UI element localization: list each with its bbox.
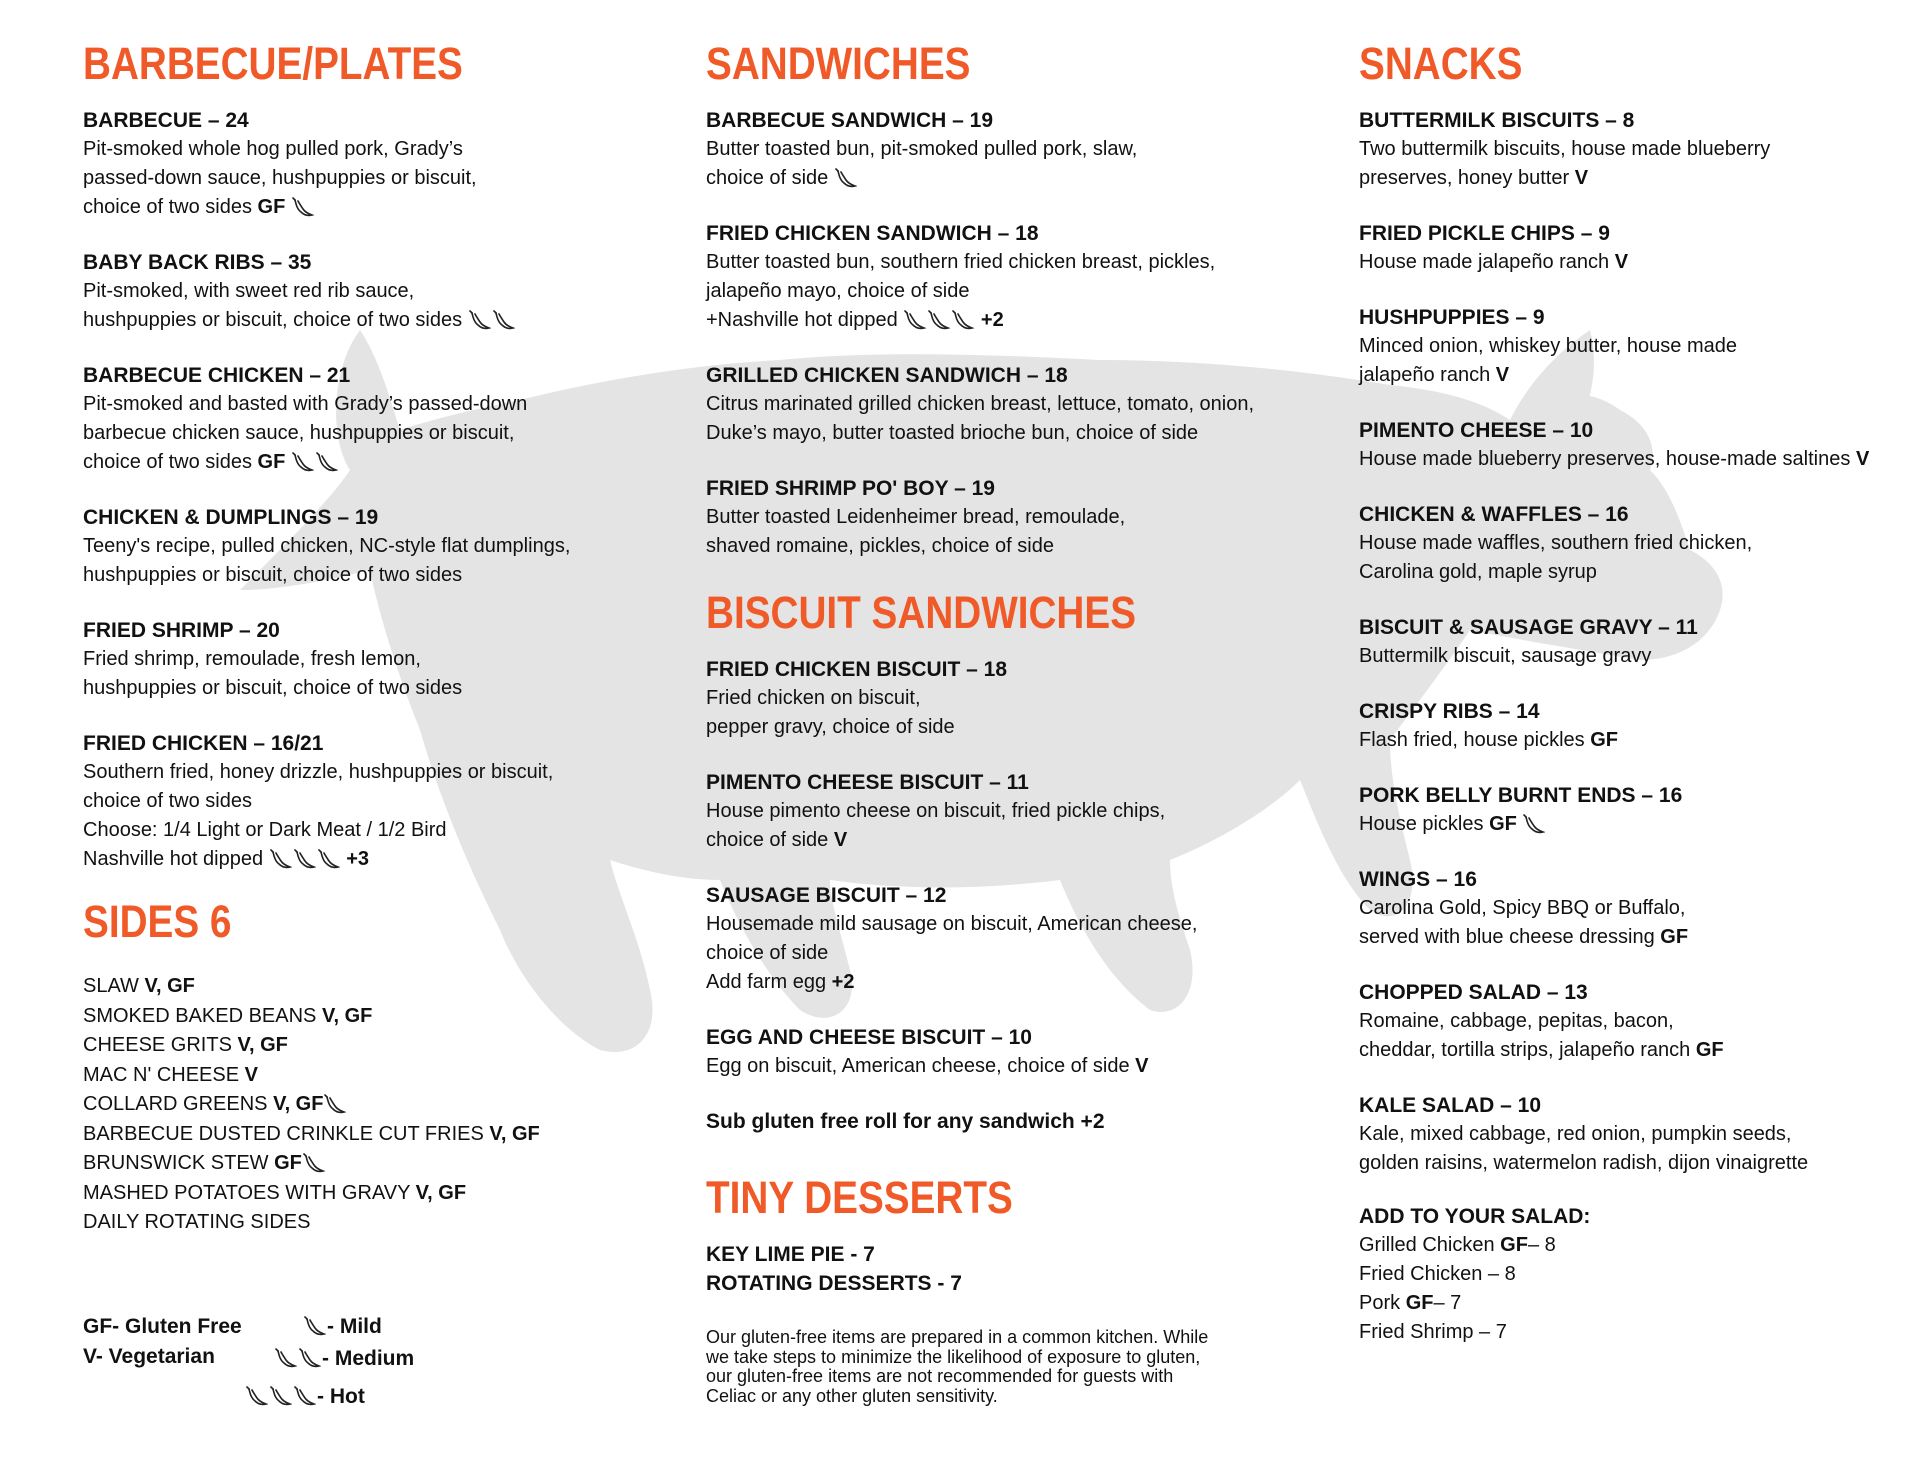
dietary-tag: GF bbox=[1405, 1292, 1434, 1314]
menu-item-title: PIMENTO CHEESE – 10 bbox=[1359, 419, 1594, 442]
menu-item-description bbox=[83, 419, 643, 448]
description-text: jalapeño mayo, choice of side bbox=[706, 280, 970, 302]
chili-pepper-icon bbox=[303, 1153, 325, 1175]
side-item bbox=[83, 1031, 643, 1061]
side-name: COLLARD GREENS bbox=[83, 1093, 268, 1115]
menu-item-description bbox=[1359, 1120, 1899, 1149]
dietary-tag: GF bbox=[1500, 1234, 1528, 1256]
description-text: golden raisins, watermelon radish, dijon vinaigrette bbox=[1359, 1152, 1809, 1174]
menu-item-description bbox=[1359, 529, 1899, 558]
menu-item-title: WINGS – 16 bbox=[1359, 868, 1477, 891]
chili-pepper-icon bbox=[292, 452, 314, 474]
menu-item-description bbox=[1359, 810, 1899, 839]
menu-item-description bbox=[706, 684, 1306, 713]
menu-item bbox=[1359, 303, 1899, 390]
menu-item-description bbox=[83, 787, 643, 816]
addon-name: Fried Shrimp – 7 bbox=[1359, 1321, 1507, 1343]
description-text: choice of side bbox=[706, 942, 829, 964]
description-text: Southern fried, honey drizzle, hushpuppies or biscuit, bbox=[83, 761, 554, 783]
description-text: preserves, honey butter bbox=[1359, 167, 1570, 189]
menu-item-description bbox=[706, 713, 1306, 742]
description-text: Pit-smoked, with sweet red rib sauce, bbox=[83, 280, 415, 302]
addon-price: – 8 bbox=[1527, 1234, 1556, 1256]
menu-item bbox=[83, 361, 643, 477]
menu-item-description bbox=[706, 419, 1306, 448]
menu-item-description bbox=[1359, 164, 1899, 193]
menu-item-description bbox=[83, 164, 643, 193]
description-text: jalapeño ranch bbox=[1359, 364, 1491, 386]
description-text: Choose: 1/4 Light or Dark Meat / 1/2 Bird bbox=[83, 819, 447, 841]
description-text: Duke’s mayo, butter toasted brioche bun, choice of side bbox=[706, 422, 1199, 444]
menu-item bbox=[1359, 416, 1899, 474]
description-text: Egg on biscuit, American cheese, choice of side bbox=[706, 1055, 1130, 1077]
side-name: MASHED POTATOES WITH GRAVY bbox=[83, 1181, 411, 1204]
menu-item-description bbox=[706, 910, 1306, 939]
side-item bbox=[83, 1120, 643, 1150]
dietary-tag: V bbox=[1614, 251, 1629, 273]
description-text: Butter toasted Leidenheimer bread, remoulade, bbox=[706, 506, 1126, 528]
menu-item bbox=[83, 503, 643, 590]
description-text: choice of two sides bbox=[83, 790, 252, 812]
chili-pepper-icon-group bbox=[245, 1385, 317, 1408]
side-item bbox=[83, 1149, 643, 1179]
menu-item-title: PORK BELLY BURNT ENDS – 16 bbox=[1359, 784, 1683, 807]
biscuit-sandwiches-list bbox=[706, 655, 1306, 1081]
menu-item bbox=[1359, 613, 1899, 671]
dietary-tag: V, GF bbox=[415, 1181, 467, 1204]
side-name: MAC N' CHEESE bbox=[83, 1063, 240, 1086]
menu-item-description bbox=[83, 532, 643, 561]
chili-pepper-icon bbox=[469, 310, 491, 332]
description-text: Kale, mixed cabbage, red onion, pumpkin seeds, bbox=[1359, 1123, 1792, 1145]
menu-item-title: CHICKEN & WAFFLES – 16 bbox=[1359, 503, 1629, 526]
menu-item bbox=[706, 106, 1306, 193]
menu-item bbox=[706, 768, 1306, 855]
menu-item-title: BABY BACK RIBS – 35 bbox=[83, 251, 312, 274]
dietary-tag: GF bbox=[257, 451, 286, 473]
menu-item-description bbox=[706, 968, 1306, 997]
menu-item bbox=[1359, 1091, 1899, 1178]
upcharge: +2 bbox=[831, 971, 855, 993]
description-text: Pit-smoked whole hog pulled pork, Grady’s bbox=[83, 138, 463, 160]
menu-item bbox=[706, 361, 1306, 448]
section-title-sides: SIDES 6 bbox=[83, 896, 232, 947]
menu-item-description bbox=[1359, 445, 1899, 474]
description-text: Butter toasted bun, southern fried chicken breast, pickles, bbox=[706, 251, 1216, 273]
dietary-tag: V, GF bbox=[237, 1034, 288, 1056]
side-item bbox=[83, 1090, 643, 1120]
description-text: Romaine, cabbage, pepitas, bacon, bbox=[1359, 1010, 1674, 1032]
chili-pepper-icon bbox=[316, 452, 338, 474]
chili-pepper-icon bbox=[294, 849, 316, 871]
dietary-tag: GF bbox=[1489, 813, 1517, 835]
menu-item bbox=[706, 1023, 1306, 1081]
description-text: House made jalapeño ranch bbox=[1359, 251, 1610, 273]
legend-hot bbox=[245, 1382, 365, 1411]
add-to-salad-title: ADD TO YOUR SALAD: bbox=[1359, 1205, 1591, 1228]
dietary-tag: GF bbox=[274, 1152, 302, 1174]
chili-pepper-icon bbox=[270, 849, 292, 871]
dietary-tag: GF bbox=[1660, 926, 1689, 948]
dietary-tag: V, GF bbox=[321, 1004, 373, 1027]
menu-item bbox=[1359, 106, 1899, 193]
dietary-tag: V, GF bbox=[144, 975, 195, 997]
menu-item-title: FRIED PICKLE CHIPS – 9 bbox=[1359, 222, 1610, 245]
chili-pepper-icon-group bbox=[274, 1347, 322, 1370]
chili-pepper-icon bbox=[292, 197, 314, 219]
description-text: Add farm egg bbox=[706, 971, 827, 993]
menu-item-description bbox=[1359, 248, 1899, 277]
menu-item-description bbox=[1359, 1149, 1899, 1178]
sides-list bbox=[83, 972, 643, 1238]
description-text: hushpuppies or biscuit, choice of two sides bbox=[83, 677, 463, 699]
menu-item-description bbox=[83, 277, 643, 306]
chili-pepper-icon bbox=[1523, 814, 1545, 836]
chili-pepper-icon bbox=[928, 310, 950, 332]
menu-item-description bbox=[706, 248, 1306, 277]
description-text: Minced onion, whiskey butter, house made bbox=[1359, 335, 1737, 357]
legend-gluten-free: GF- Gluten Free bbox=[83, 1315, 242, 1338]
side-name: DAILY ROTATING SIDES bbox=[83, 1211, 311, 1233]
menu-item-title: CHICKEN & DUMPLINGS – 19 bbox=[83, 506, 379, 529]
menu-item-description bbox=[1359, 1036, 1899, 1065]
menu-item bbox=[1359, 219, 1899, 277]
menu-item-title: CHOPPED SALAD – 13 bbox=[1359, 981, 1588, 1004]
chili-pepper-icon-group bbox=[303, 1315, 327, 1338]
barbecue-plates-column bbox=[83, 36, 643, 1238]
description-text: pepper gravy, choice of side bbox=[706, 716, 955, 738]
side-item bbox=[83, 1208, 643, 1238]
legend-mild-label: - Mild bbox=[327, 1315, 382, 1338]
description-text: choice of side bbox=[706, 167, 829, 189]
description-text: choice of two sides bbox=[83, 451, 252, 473]
menu-item-description bbox=[1359, 894, 1899, 923]
menu-item-title: CRISPY RIBS – 14 bbox=[1359, 700, 1540, 723]
menu-item-description bbox=[706, 164, 1306, 193]
description-text: hushpuppies or biscuit, choice of two sides bbox=[83, 309, 463, 331]
side-name: CHEESE GRITS bbox=[83, 1034, 232, 1056]
chili-pepper-icon bbox=[246, 1386, 268, 1408]
dessert-item: KEY LIME PIE - 7 bbox=[706, 1243, 875, 1266]
chili-pepper-icon bbox=[493, 310, 515, 332]
salad-addons-list bbox=[1359, 1231, 1899, 1347]
menu-item-description bbox=[706, 135, 1306, 164]
menu-item bbox=[1359, 697, 1899, 755]
section-title-snacks: SNACKS bbox=[1359, 38, 1523, 89]
section-title-biscuit-sandwiches: BISCUIT SANDWICHES bbox=[706, 587, 1137, 638]
barbecue-plates-list bbox=[83, 106, 643, 874]
menu-item-description bbox=[83, 135, 643, 164]
description-text: passed-down sauce, hushpuppies or biscuit, bbox=[83, 167, 477, 189]
description-text: choice of side bbox=[706, 829, 829, 851]
menu-item-description bbox=[706, 277, 1306, 306]
menu-item-description bbox=[1359, 726, 1899, 755]
chili-pepper-icon bbox=[318, 849, 340, 871]
legend-vegetarian: V- Vegetarian bbox=[83, 1345, 215, 1368]
menu-item-title: HUSHPUPPIES – 9 bbox=[1359, 306, 1545, 329]
side-item bbox=[83, 1002, 643, 1032]
menu-item bbox=[706, 881, 1306, 997]
menu-item-description bbox=[706, 390, 1306, 419]
description-text: Butter toasted bun, pit-smoked pulled pork, slaw, bbox=[706, 138, 1138, 160]
menu-item-description bbox=[1359, 1007, 1899, 1036]
menu-item-title: BARBECUE SANDWICH – 19 bbox=[706, 109, 994, 132]
menu-item-description bbox=[1359, 135, 1899, 164]
legend-hot-label: - Hot bbox=[317, 1385, 365, 1408]
description-text: shaved romaine, pickles, choice of side bbox=[706, 535, 1054, 557]
upcharge: +3 bbox=[346, 848, 370, 870]
menu-item-description bbox=[83, 816, 643, 845]
menu-item-description bbox=[1359, 332, 1899, 361]
description-text: Carolina Gold, Spicy BBQ or Buffalo, bbox=[1359, 897, 1686, 919]
menu-item bbox=[1359, 781, 1899, 839]
menu-item-description bbox=[83, 306, 643, 335]
menu-item-title: BISCUIT & SAUSAGE GRAVY – 11 bbox=[1359, 616, 1698, 639]
description-text: Pit-smoked and basted with Grady’s passed-down bbox=[83, 393, 528, 415]
sandwiches-list bbox=[706, 106, 1306, 561]
side-name: BRUNSWICK STEW bbox=[83, 1152, 269, 1174]
upcharge: +2 bbox=[980, 309, 1004, 331]
chili-pepper-icon bbox=[270, 1386, 292, 1408]
chili-pepper-icon bbox=[275, 1348, 297, 1370]
menu-item-title: FRIED CHICKEN BISCUIT – 18 bbox=[706, 658, 1008, 681]
menu-item-title: BARBECUE CHICKEN – 21 bbox=[83, 364, 351, 387]
menu-item bbox=[1359, 500, 1899, 587]
salad-addon bbox=[1359, 1260, 1899, 1289]
menu-item-description bbox=[706, 826, 1306, 855]
gluten-free-roll-note: Sub gluten free roll for any sandwich +2 bbox=[706, 1110, 1105, 1133]
menu-item-title: BUTTERMILK BISCUITS – 8 bbox=[1359, 109, 1635, 132]
description-text: Housemade mild sausage on biscuit, American cheese, bbox=[706, 913, 1198, 935]
description-text: House made blueberry preserves, house-made saltines bbox=[1359, 448, 1851, 470]
dietary-tag: GF bbox=[1695, 1039, 1724, 1061]
menu-item bbox=[706, 655, 1306, 742]
salad-addon bbox=[1359, 1231, 1899, 1260]
description-text: Buttermilk biscuit, sausage gravy bbox=[1359, 645, 1652, 667]
description-text: Fried chicken on biscuit, bbox=[706, 687, 921, 709]
menu-item bbox=[706, 219, 1306, 335]
menu-item-description bbox=[83, 645, 643, 674]
menu-item-description bbox=[83, 845, 643, 874]
side-item bbox=[83, 972, 643, 1002]
snacks-list bbox=[1359, 106, 1899, 1178]
menu-item-description bbox=[706, 939, 1306, 968]
description-text: Carolina gold, maple syrup bbox=[1359, 561, 1597, 583]
menu-item-title: EGG AND CHEESE BISCUIT – 10 bbox=[706, 1026, 1032, 1049]
addon-price: – 7 bbox=[1433, 1292, 1462, 1314]
menu-item-description bbox=[83, 758, 643, 787]
menu-item-title: KALE SALAD – 10 bbox=[1359, 1094, 1542, 1117]
dietary-tag: V, GF bbox=[273, 1093, 324, 1115]
description-text: choice of two sides bbox=[83, 196, 252, 218]
side-item bbox=[83, 1061, 643, 1091]
addon-name: Fried Chicken – 8 bbox=[1359, 1263, 1516, 1285]
description-text: Teeny's recipe, pulled chicken, NC-style flat dumplings, bbox=[83, 535, 571, 557]
addon-name: Pork bbox=[1359, 1292, 1401, 1314]
description-text: +Nashville hot dipped bbox=[706, 309, 898, 331]
dietary-tag: V bbox=[1135, 1055, 1149, 1077]
side-item bbox=[83, 1179, 643, 1209]
description-text: House pimento cheese on biscuit, fried pickle chips, bbox=[706, 800, 1166, 822]
snacks-column bbox=[1359, 36, 1899, 1347]
menu-item-description bbox=[83, 561, 643, 590]
description-text: House made waffles, southern fried chicken, bbox=[1359, 532, 1753, 554]
addon-name: Grilled Chicken bbox=[1359, 1234, 1495, 1256]
legend-mild bbox=[303, 1312, 382, 1341]
side-name: BARBECUE DUSTED CRINKLE CUT FRIES bbox=[83, 1122, 484, 1145]
dietary-tag: V bbox=[1855, 448, 1870, 470]
menu-item-description bbox=[706, 797, 1306, 826]
dietary-tag: V bbox=[1495, 364, 1510, 386]
menu-item bbox=[706, 474, 1306, 561]
menu-item bbox=[83, 729, 643, 874]
menu-item-description bbox=[1359, 642, 1899, 671]
description-text: Flash fried, house pickles bbox=[1359, 729, 1585, 751]
menu-item-description bbox=[83, 193, 643, 222]
sandwiches-column bbox=[706, 36, 1306, 1406]
chili-pepper-icon bbox=[904, 310, 926, 332]
menu-item bbox=[1359, 865, 1899, 952]
menu-item bbox=[83, 106, 643, 222]
chili-pepper-icon bbox=[324, 1094, 346, 1116]
dietary-tag: GF bbox=[257, 196, 286, 218]
menu-item-description bbox=[83, 448, 643, 477]
chili-pepper-icon bbox=[304, 1316, 326, 1338]
menu-item-description bbox=[1359, 361, 1899, 390]
chili-pepper-icon bbox=[299, 1348, 321, 1370]
chili-pepper-icon bbox=[294, 1386, 316, 1408]
menu-item-description bbox=[706, 503, 1306, 532]
dietary-tag: V bbox=[833, 829, 848, 851]
chili-pepper-icon bbox=[952, 310, 974, 332]
menu-item-title: FRIED SHRIMP – 20 bbox=[83, 619, 280, 642]
menu-item-description bbox=[1359, 558, 1899, 587]
dietary-tag: V, GF bbox=[489, 1122, 540, 1145]
description-text: Nashville hot dipped bbox=[83, 848, 264, 870]
dietary-tag: GF bbox=[1590, 729, 1619, 751]
salad-addon bbox=[1359, 1289, 1899, 1318]
legend-medium bbox=[274, 1344, 414, 1373]
description-text: served with blue cheese dressing bbox=[1359, 926, 1655, 948]
menu-item-title: PIMENTO CHEESE BISCUIT – 11 bbox=[706, 771, 1029, 794]
dessert-item: ROTATING DESSERTS - 7 bbox=[706, 1272, 962, 1295]
menu-item-title: BARBECUE – 24 bbox=[83, 109, 249, 132]
menu-item bbox=[83, 616, 643, 703]
description-text: Citrus marinated grilled chicken breast, lettuce, tomato, onion, bbox=[706, 393, 1255, 415]
chili-pepper-icon bbox=[835, 168, 857, 190]
description-text: Two buttermilk biscuits, house made blueberry bbox=[1359, 138, 1771, 160]
menu-item-title: FRIED CHICKEN SANDWICH – 18 bbox=[706, 222, 1039, 245]
dietary-tag: V bbox=[1574, 167, 1589, 189]
description-text: barbecue chicken sauce, hushpuppies or biscuit, bbox=[83, 422, 515, 444]
menu-item-description bbox=[83, 674, 643, 703]
menu-item-title: GRILLED CHICKEN SANDWICH – 18 bbox=[706, 364, 1068, 387]
side-name: SMOKED BAKED BEANS bbox=[83, 1004, 317, 1027]
legend-medium-label: - Medium bbox=[322, 1347, 415, 1370]
menu-item-description bbox=[1359, 923, 1899, 952]
menu-item-description bbox=[706, 1052, 1306, 1081]
menu-item bbox=[1359, 978, 1899, 1065]
menu-item-title: FRIED CHICKEN – 16/21 bbox=[83, 732, 324, 755]
description-text: cheddar, tortilla strips, jalapeño ranch bbox=[1359, 1039, 1691, 1061]
dietary-tag: V bbox=[244, 1063, 258, 1086]
section-title-barbecue-plates: BARBECUE/PLATES bbox=[83, 38, 463, 89]
description-text: House pickles bbox=[1359, 813, 1484, 835]
menu-item-description bbox=[706, 306, 1306, 335]
description-text: hushpuppies or biscuit, choice of two sides bbox=[83, 564, 463, 586]
description-text: Fried shrimp, remoulade, fresh lemon, bbox=[83, 648, 421, 670]
menu-item-title: FRIED SHRIMP PO' BOY – 19 bbox=[706, 477, 995, 500]
menu-item-description bbox=[83, 390, 643, 419]
menu-item-title: SAUSAGE BISCUIT – 12 bbox=[706, 884, 947, 907]
menu-item bbox=[83, 248, 643, 335]
section-title-sandwiches: SANDWICHES bbox=[706, 38, 971, 89]
gluten-disclaimer: Our gluten-free items are prepared in a common kitchen. While we take steps to minimize the likelihood of exposure to gluten, our gluten-free items are not recommended for guests with Celiac or any other gluten sensitivity. bbox=[706, 1327, 1209, 1406]
salad-addon bbox=[1359, 1318, 1899, 1347]
section-title-tiny-desserts: TINY DESSERTS bbox=[706, 1172, 1013, 1223]
menu-item-description bbox=[706, 532, 1306, 561]
side-name: SLAW bbox=[83, 975, 139, 997]
desserts-list bbox=[706, 1240, 1306, 1298]
